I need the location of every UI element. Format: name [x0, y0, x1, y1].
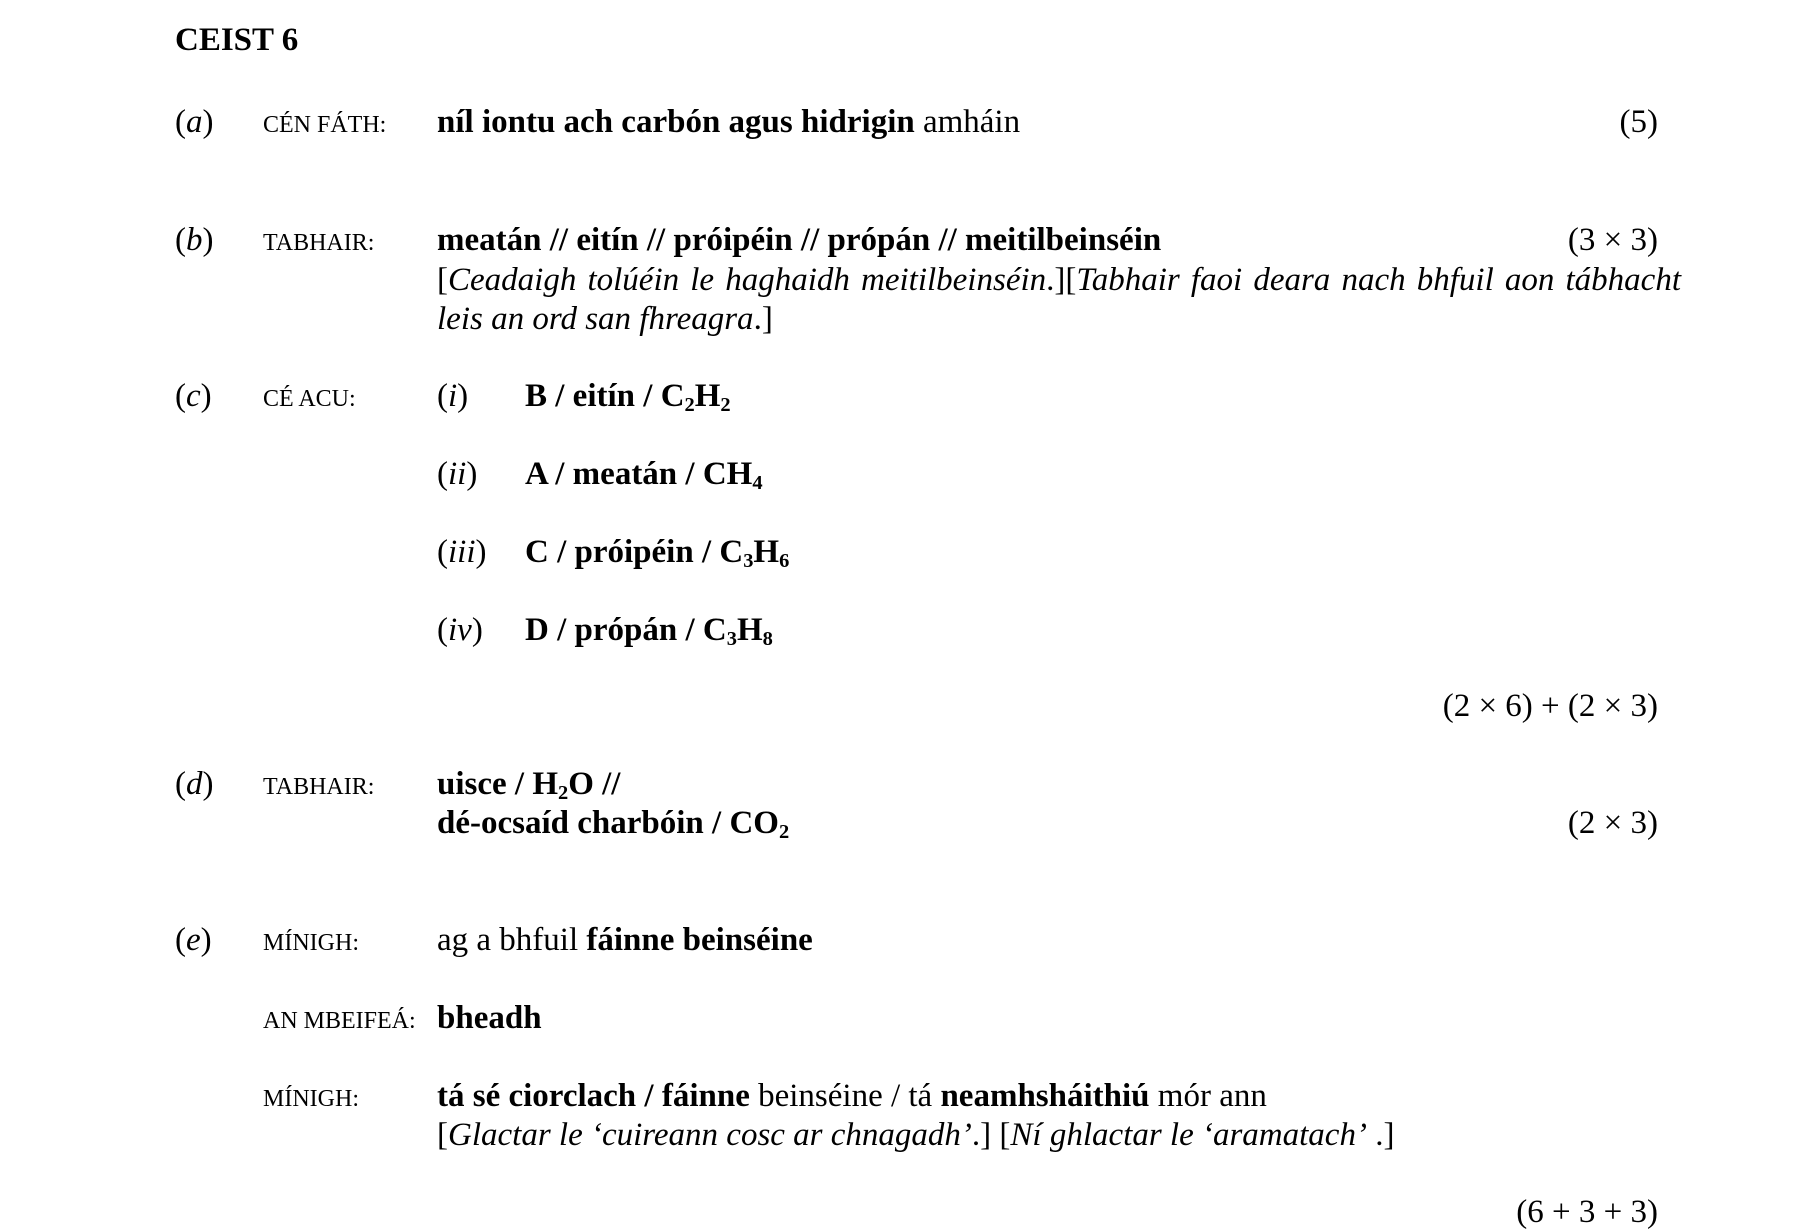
part-c-marks: (2 × 6) + (2 × 3)	[1442, 688, 1658, 724]
part-c-item-ii-number: (ii)	[437, 456, 478, 492]
part-e-label-explain: MÍNIGH:	[263, 930, 359, 956]
part-c-item-iv-answer: D / própán / $C_3H_8$	[525, 612, 773, 651]
part-b-marks: (3 × 3)	[1567, 222, 1658, 258]
part-c-label: CÉ ACU:	[263, 386, 356, 412]
part-d-marks: (2 × 3)	[1567, 805, 1658, 841]
part-d-marker: (d)	[175, 766, 214, 802]
part-b-marker: (b)	[175, 222, 214, 258]
part-b-answer: meatán // eitín // próipéin // própán // meitilbeinséin	[437, 222, 1162, 258]
question-title: CEIST 6	[175, 22, 299, 58]
part-c-item-iv-number: (iv)	[437, 612, 483, 648]
part-c-item-iii-answer: C / próipéin / $C_3H_6$	[525, 534, 790, 573]
part-e-answer-2: bheadh	[437, 1000, 542, 1036]
part-a-answer: níl iontu ach carbón agus hidrigin amháin	[437, 104, 1021, 140]
part-a-marker: (a)	[175, 104, 214, 140]
part-d-answer-line-1: uisce / $H_2O$ //	[437, 766, 621, 805]
part-e-answer-1: ag a bhfuil fáinne beinséine	[437, 922, 813, 958]
part-e-marks: (6 + 3 + 3)	[1516, 1194, 1658, 1230]
part-e-marker: (e)	[175, 922, 212, 958]
part-e-answer-3: tá sé ciorclach / fáinne beinséine / tá neamhsháithiú mór ann	[437, 1078, 1267, 1114]
part-e-note: [Glactar le ‘cuireann cosc ar chnagadh’.] [Ní ghlactar le ‘aramatach’ .]	[437, 1117, 1395, 1153]
part-c-item-i-answer: B / eitín / $C_2H_2$	[525, 378, 731, 417]
part-c-item-ii-answer: A / meatán / $CH_4$	[525, 456, 763, 495]
part-b-note: [Ceadaigh tolúéin le haghaidh meitilbeinséin.][Tabhair faoi deara nach bhfuil aon tábhacht leis an ord san fhreagra.]	[437, 262, 1681, 337]
part-a-label: CÉN FÁTH:	[263, 112, 387, 138]
part-a-marks: (5)	[1619, 104, 1658, 140]
part-c-marker: (c)	[175, 378, 212, 414]
part-d-label: TABHAIR:	[263, 774, 375, 800]
part-e-label-explain-2: MÍNIGH:	[263, 1086, 359, 1112]
part-c-item-i-number: (i)	[437, 378, 469, 414]
part-d-answer-line-2: dé-ocsaíd charbóin / $CO_2$	[437, 805, 790, 844]
part-c-item-iii-number: (iii)	[437, 534, 487, 570]
part-b-label: TABHAIR:	[263, 230, 375, 256]
part-e-label-would-you: AN MBEIFEÁ:	[263, 1008, 416, 1034]
